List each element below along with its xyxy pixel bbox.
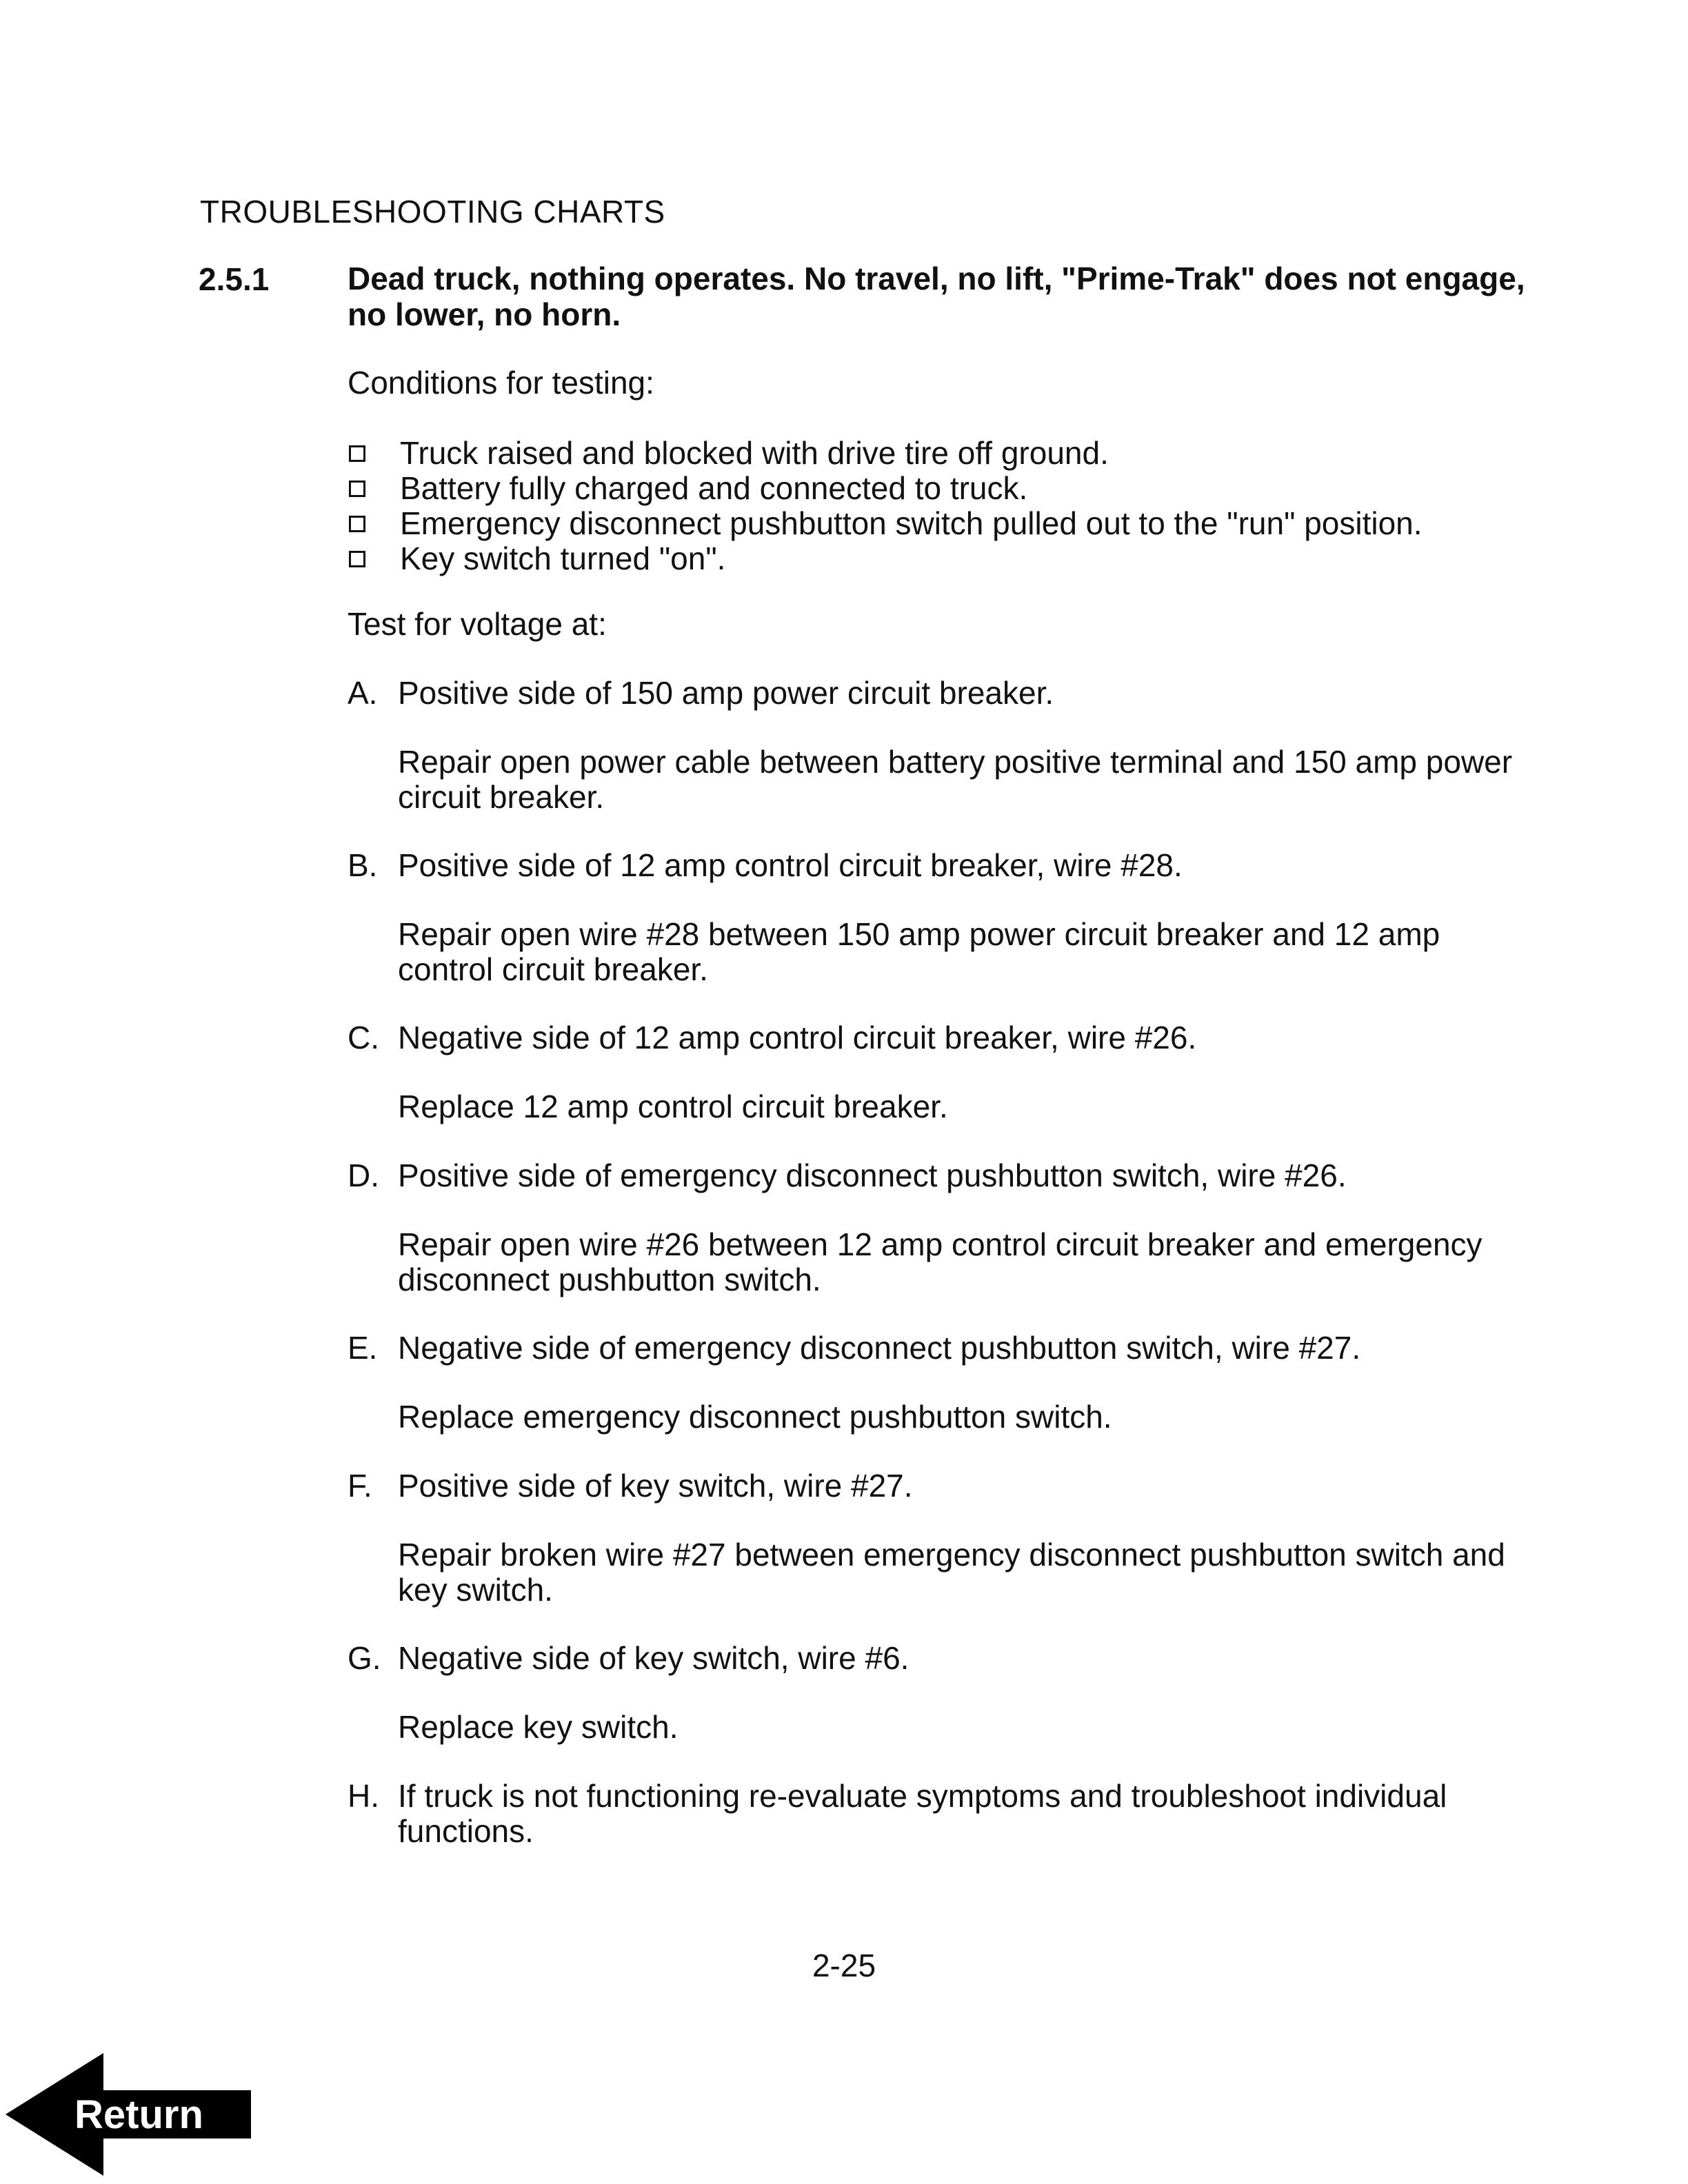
step-text: Positive side of 12 amp control circuit breaker, wire #28. [398,847,1183,883]
checkbox-icon [349,481,365,497]
test-label: Test for voltage at: [348,606,607,642]
step-text: Negative side of emergency disconnect pushbutton switch, wire #27. [398,1330,1361,1366]
step-text: If truck is not functioning re-evaluate symptoms and troubleshoot individual functions. [398,1778,1447,1849]
step-remedy: Replace 12 amp control circuit breaker. [398,1089,948,1124]
step-letter: F. [348,1468,372,1504]
step-letter: G. [348,1640,381,1676]
checkbox-icon [349,551,365,567]
step-remedy: Repair broken wire #27 between emergency disconnect pushbutton switch and key switch. [398,1537,1505,1608]
test-step-d [348,1158,1540,1297]
test-step-b [348,848,1540,987]
step-letter: H. [348,1778,379,1814]
page-header: TROUBLESHOOTING CHARTS [200,194,665,230]
step-remedy: Repair open wire #26 between 12 amp control circuit breaker and emergency disconnect pushbutton switch. [398,1226,1483,1297]
return-label: Return [74,2092,203,2137]
test-step-f [348,1468,1540,1608]
condition-text: Battery fully charged and connected to truck. [400,470,1028,506]
test-step-c [348,1020,1540,1124]
section-number: 2.5.1 [199,261,270,297]
test-step-g [348,1641,1540,1745]
test-step-h [348,1779,1540,1849]
condition-text: Emergency disconnect pushbutton switch pulled out to the "run" position. [400,505,1423,541]
step-remedy: Repair open wire #28 between 150 amp power circuit breaker and 12 amp control circuit breaker. [398,916,1440,987]
step-letter: D. [348,1157,379,1193]
test-step-e [348,1331,1540,1435]
condition-item [348,471,1540,506]
step-text: Positive side of key switch, wire #27. [398,1468,913,1504]
step-remedy: Replace key switch. [398,1709,679,1745]
conditions-label: Conditions for testing: [348,365,654,401]
step-letter: B. [348,847,378,883]
return-button[interactable] [6,2053,254,2176]
step-remedy: Replace emergency disconnect pushbutton switch. [398,1399,1112,1435]
step-letter: A. [348,675,378,711]
step-letter: E. [348,1330,378,1366]
checkbox-icon [349,516,365,532]
step-text: Positive side of 150 amp power circuit breaker. [398,675,1054,711]
step-letter: C. [348,1020,379,1055]
step-text: Negative side of key switch, wire #6. [398,1640,910,1676]
conditions-list [348,436,1540,576]
section-title: Dead truck, nothing operates. No travel, no lift, "Prime-Trak" does not engage, no lower, no horn. [348,261,1525,332]
condition-item [348,436,1540,471]
checkbox-icon [349,445,365,462]
page-number: 2-25 [812,1948,876,1983]
step-text: Positive side of emergency disconnect pushbutton switch, wire #26. [398,1157,1347,1193]
step-remedy: Repair open power cable between battery positive terminal and 150 amp power circuit breaker. [398,744,1513,815]
condition-item [348,506,1540,541]
test-step-a [348,676,1540,815]
condition-text: Truck raised and blocked with drive tire off ground. [400,435,1109,471]
step-text: Negative side of 12 amp control circuit breaker, wire #26. [398,1020,1197,1055]
condition-item [348,541,1540,576]
condition-text: Key switch turned "on". [400,540,726,576]
